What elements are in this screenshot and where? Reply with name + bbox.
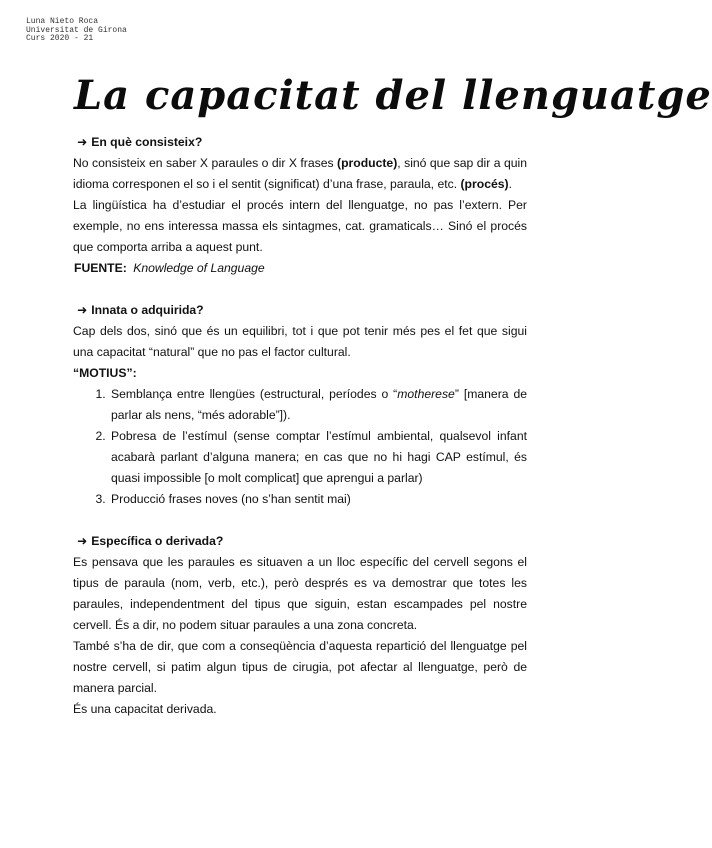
page-title: La capacitat del llenguatge: [74, 72, 712, 119]
university-name: Universitat de Girona: [26, 25, 127, 35]
right-arrow-icon: ➜: [77, 303, 88, 317]
source-title: Knowledge of Language: [133, 261, 265, 275]
section-heading-1: [77, 132, 527, 153]
section-heading-text: Innata o adquirida?: [91, 303, 204, 317]
list-item: 1. Semblança entre llengües (estructural, períodes o “motherese” [manera de parlar als nens, “més adorable”]).: [109, 384, 527, 426]
reasons-label: “MOTIUS”:: [73, 366, 137, 380]
paragraph: També s’ha de dir, que com a conseqüència d’aquesta repartició del llenguatge pel nostre cervell, si patim algun tipus de cirugia, pot afectar al llenguatge, però de manera parcial.: [73, 639, 527, 695]
paragraph: És una capacitat derivada.: [73, 702, 217, 716]
source-label: FUENTE:: [74, 261, 127, 275]
emphasis: (producte): [337, 156, 398, 170]
list-item: 3. Producció frases noves (no s’han sentit mai): [109, 489, 527, 510]
paragraph: Es pensava que les paraules es situaven a un lloc específic del cervell segons el tipus de paraula (nom, verb, etc.), però després es va demostrar que totes les paraules, independentment del tipus que siguin, estan escampades pel nostre cervell. És a dir, no podem situar paraules a una zona concreta.: [73, 555, 527, 632]
section-heading-3: [77, 531, 527, 552]
author-header: [26, 18, 127, 44]
section-heading-text: En què consisteix?: [91, 135, 203, 149]
paragraph: La lingüística ha d’estudiar el procés intern del llenguatge, no pas l’extern. Per exemple, no ens interessa massa els sintagmes, cat. gramaticals… Sinó el procés que comporta arriba a aquest punt.: [73, 198, 527, 254]
list-item: 2. Pobresa de l’estímul (sense comptar l’estímul ambiental, qualsevol infant acabarà parlant d’alguna manera; en cas que no hi hagi CAP estímul, és quasi impossible [o molt complicat] que aprengui a parlar): [109, 426, 527, 489]
paragraph: Cap dels dos, sinó que és un equilibri, tot i que pot tenir més pes el fet que sigui una capacitat “natural” que no pas el factor cultural.: [73, 324, 527, 359]
course-year: Curs 2020 - 21: [26, 34, 94, 44]
paragraph: No consisteix en saber X paraules o dir X frases (producte), sinó que sap dir a quin idioma corresponen el so i el sentit (significat) d’una frase, paraula, etc. (procés).: [73, 156, 527, 191]
right-arrow-icon: ➜: [77, 534, 88, 548]
section-heading-2: [77, 300, 527, 321]
right-arrow-icon: ➜: [77, 135, 88, 149]
source-line: [74, 258, 527, 279]
section-heading-text: Específica o derivada?: [91, 534, 224, 548]
emphasis: (procés): [460, 177, 509, 191]
author-name: Luna Nieto Roca: [26, 17, 99, 26]
document-body: [73, 132, 527, 720]
reasons-list: [73, 384, 527, 510]
